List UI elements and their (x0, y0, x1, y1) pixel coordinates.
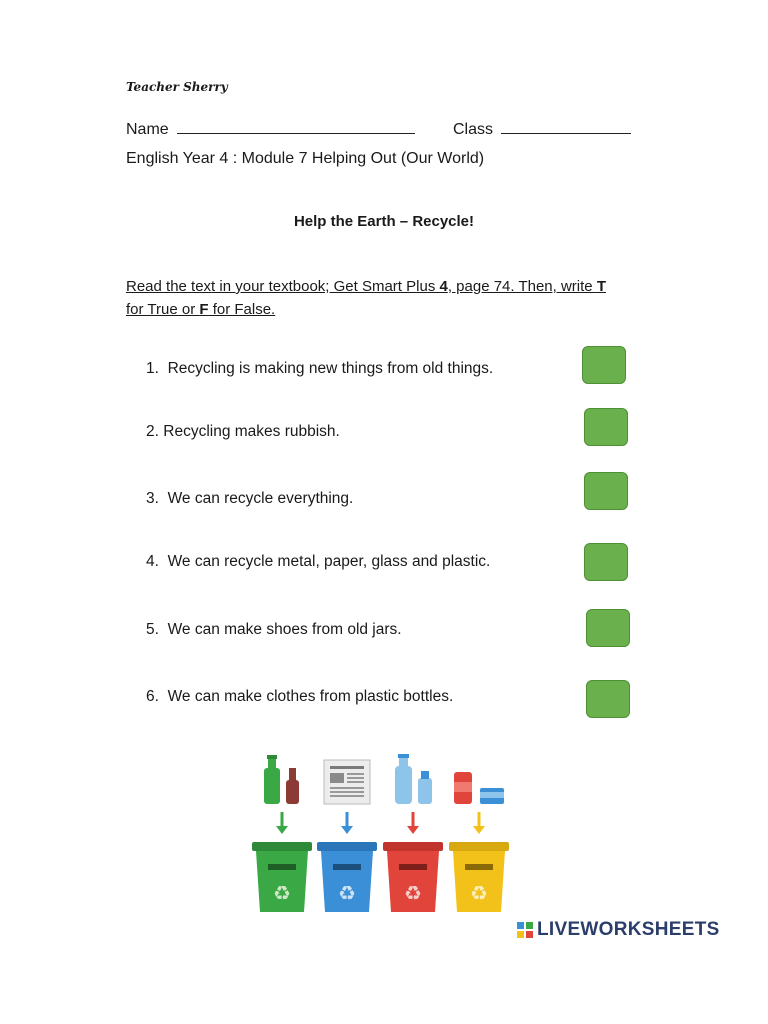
instr-text-4: for False. (208, 301, 276, 318)
question-1 (146, 360, 493, 378)
question-2 (146, 423, 340, 441)
question-3 (146, 490, 353, 508)
green-bin-icon (252, 842, 312, 912)
name-line (126, 119, 415, 139)
question-number: 2. (146, 423, 159, 440)
question-6 (146, 688, 453, 706)
answer-box-3[interactable] (584, 472, 628, 510)
newspaper-icon (324, 760, 370, 804)
answer-box-5[interactable] (586, 609, 630, 647)
question-text: We can make shoes from old jars. (167, 621, 402, 638)
instructions (126, 275, 626, 321)
question-number: 5. (146, 621, 159, 638)
recycling-bins-illustration (250, 752, 512, 914)
class-line (453, 119, 631, 139)
instr-text-3: for True or (126, 301, 200, 318)
question-4 (146, 553, 490, 571)
page-title: Help the Earth – Recycle! (293, 213, 475, 230)
question-number: 6. (146, 688, 159, 705)
red-bin-icon (383, 842, 443, 912)
instr-bold-4: 4 (439, 278, 448, 295)
question-text: We can recycle metal, paper, glass and plastic. (167, 553, 491, 570)
question-5 (146, 621, 402, 639)
svg-text:♻: ♻ (404, 881, 422, 905)
liveworksheets-logo-icon (517, 922, 533, 938)
liveworksheets-logo-text: LIVEWORKSHEETS (537, 919, 720, 940)
question-number: 4. (146, 553, 159, 570)
question-text: Recycling is making new things from old things. (167, 360, 494, 377)
glass-bottles-icon (264, 755, 299, 804)
blue-bin-icon (317, 842, 377, 912)
down-arrow-icon (276, 812, 485, 834)
name-label: Name (126, 121, 169, 138)
instr-text-2: , page 74. Then, write (447, 278, 597, 295)
liveworksheets-logo (517, 918, 720, 942)
instr-text-1: Read the text in your textbook; Get Smart Plus (126, 278, 440, 295)
class-label: Class (453, 121, 494, 138)
answer-box-6[interactable] (586, 680, 630, 718)
module-heading: English Year 4 : Module 7 Helping Out (Our World) (126, 150, 485, 167)
class-blank (501, 119, 631, 134)
yellow-bin-icon (449, 842, 509, 912)
answer-box-4[interactable] (584, 543, 628, 581)
question-text: We can make clothes from plastic bottles. (167, 688, 454, 705)
svg-text:♻: ♻ (338, 881, 356, 905)
instr-bold-f: F (199, 301, 209, 318)
answer-box-1[interactable] (582, 346, 626, 384)
name-blank (177, 119, 415, 134)
metal-cans-icon (454, 772, 504, 804)
question-number: 1. (146, 360, 159, 377)
plastic-bottles-icon (395, 754, 432, 804)
teacher-name: Teacher Sherry (126, 80, 228, 94)
question-text: Recycling makes rubbish. (163, 423, 340, 440)
answer-box-2[interactable] (584, 408, 628, 446)
svg-text:♻: ♻ (470, 881, 488, 905)
question-text: We can recycle everything. (167, 490, 354, 507)
question-number: 3. (146, 490, 159, 507)
svg-text:♻: ♻ (273, 881, 291, 905)
instr-bold-t: T (596, 278, 606, 295)
